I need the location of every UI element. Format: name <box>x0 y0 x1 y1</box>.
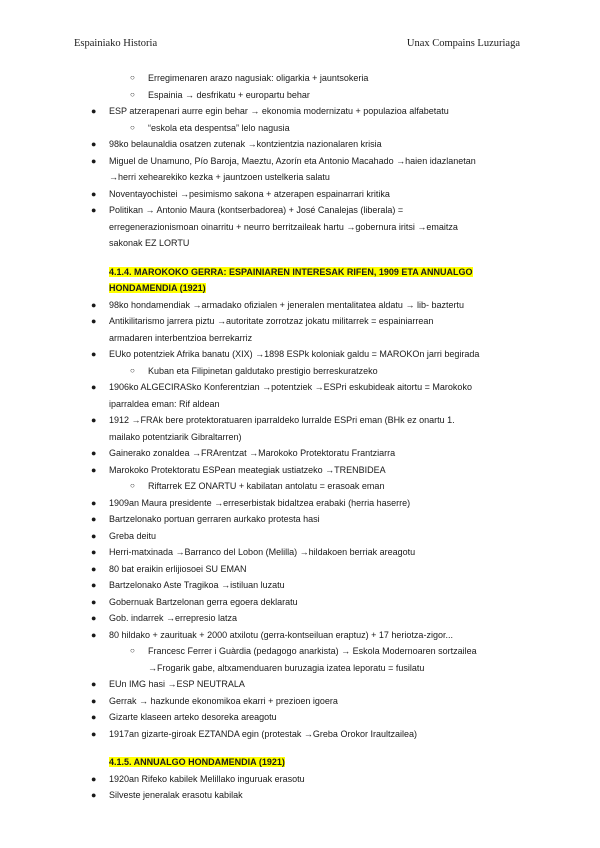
spacer <box>0 252 600 264</box>
list-item <box>0 787 600 804</box>
heading-line: HONDAMENDIA (1921) <box>109 283 206 293</box>
bullet-circle-icon: ○ <box>130 481 135 490</box>
list-item <box>0 412 600 429</box>
page-header <box>74 38 520 52</box>
bullet-disc-icon: ● <box>91 139 97 149</box>
list-item-continuation <box>0 169 600 186</box>
bullet-disc-icon: ● <box>91 448 97 458</box>
list-item <box>0 136 600 153</box>
bullet-disc-icon: ● <box>91 514 97 524</box>
bullet-disc-icon: ● <box>91 695 97 706</box>
bullet-disc-icon: ● <box>91 728 97 739</box>
list-item-text: Silveste jeneralak erasotu kabilak <box>109 790 243 800</box>
list-item <box>0 313 600 330</box>
section-moroccan-war <box>0 297 600 743</box>
list-item-text: Miguel de Unamuno, Pío Baroja, Maeztu, Azorín eta Antonio Macahado →haien idazlanetan <box>109 155 476 166</box>
bullet-circle-icon: ○ <box>130 89 135 99</box>
list-item-text: Marokoko Protektoratu ESPean meategiak ustiatzeko →TRENBIDEA <box>109 464 386 475</box>
bullet-circle-icon: ○ <box>130 365 135 375</box>
header-subject: Espainiako Historia <box>74 38 158 49</box>
heading-line: 4.1.5. ANNUALGO HONDAMENDIA (1921) <box>109 757 285 767</box>
bullet-disc-icon: ● <box>91 580 97 590</box>
bullet-disc-icon: ● <box>91 382 97 392</box>
list-item <box>0 297 600 314</box>
list-item-text: 1912 →FRAk bere protektoratuaren iparraldeko lurralde ESPri eman (BHk ez onartu 1. <box>109 415 455 425</box>
list-item <box>0 120 600 137</box>
list-item-text: Gizarte klaseen arteko desoreka areagotu <box>109 712 277 722</box>
bullet-disc-icon: ● <box>91 299 97 310</box>
bullet-disc-icon: ● <box>91 679 97 689</box>
bullet-disc-icon: ● <box>91 155 97 166</box>
bullet-circle-icon: ○ <box>130 73 135 82</box>
bullet-disc-icon: ● <box>91 712 97 722</box>
list-item-continuation <box>0 429 600 446</box>
list-item-continuation <box>0 235 600 252</box>
list-item-text: Riftarrek EZ ONARTU + kabilatan antolatu = erasoak eman <box>148 481 385 491</box>
list-item-text: 1917an gizarte-giroak EZTANDA egin (protestak →Greba Orokor Iraultzailea) <box>109 728 417 739</box>
list-item <box>0 87 600 104</box>
bullet-circle-icon: ○ <box>130 646 135 655</box>
list-item-text: →herri xehearekiko kezka + jauntzoen ustelkeria salatu <box>109 172 330 182</box>
list-item-text: 1909an Maura presidente →erreserbistak bidaltzea erabaki (herria haserre) <box>109 497 411 508</box>
list-item-text: Gobernuak Bartzelonan gerra egoera deklaratu <box>109 596 298 607</box>
list-item <box>0 511 600 528</box>
list-item <box>0 379 600 396</box>
list-item-text: Greba deitu <box>109 530 157 541</box>
bullet-disc-icon: ● <box>91 188 97 199</box>
list-item-text: 98ko belaunaldia osatzen zutenak →kontzientzia nazionalaren krisia <box>109 139 382 149</box>
list-item <box>0 478 600 495</box>
list-item-text: mailako potentziarik Gibraltarren) <box>109 431 242 442</box>
list-item-text: Bartzelonako Aste Tragikoa →istiluan luzatu <box>109 580 285 590</box>
list-item-text: Gerrak → hazkunde ekonomikoa ekarri + prezioen igoera <box>109 695 338 706</box>
list-item-continuation <box>0 660 600 677</box>
list-item-text: “eskola eta despentsa” lelo nagusia <box>148 122 290 133</box>
bullet-disc-icon: ● <box>91 790 97 800</box>
bullet-disc-icon: ● <box>91 316 97 326</box>
list-item-text: erregenerazionismoan oinarritu + neurro berritzaileak hartu →gobernura iritsi →emaitza <box>109 221 458 232</box>
list-item <box>0 495 600 512</box>
section-annual-disaster <box>0 771 600 804</box>
bullet-disc-icon: ● <box>91 629 97 640</box>
list-item-text: 80 hildako + zaurituak + 2000 atxilotu (gerra-kontseiluan eraptuz) + 17 heriotza-zigor... <box>109 629 453 640</box>
section-heading <box>0 264 600 281</box>
bullet-disc-icon: ● <box>91 497 97 508</box>
list-item <box>0 676 600 693</box>
list-item-continuation <box>0 330 600 347</box>
list-item-text: →Frogarik gabe, altxamenduaren buruzagia izatea leporatu = fusilatu <box>148 662 425 673</box>
bullet-disc-icon: ● <box>91 596 97 607</box>
list-item <box>0 153 600 170</box>
list-item <box>0 709 600 726</box>
list-item <box>0 346 600 363</box>
list-item-text: sakonak EZ LORTU <box>109 238 190 248</box>
list-item <box>0 544 600 561</box>
list-item <box>0 561 600 578</box>
list-item-text: Gainerako zonaldea →FRArentzat →Marokoko Protektoratu Frantziarra <box>109 448 396 458</box>
list-item-text: 1906ko ALGECIRASko Konferentzian →potentziek →ESPri eskubideak aitortu = Marokoko <box>109 382 472 392</box>
bullet-circle-icon: ○ <box>130 122 135 132</box>
list-item-text: Politikan → Antonio Maura (kontserbadorea) + José Canalejas (liberala) = <box>109 205 404 215</box>
document-body <box>0 70 600 804</box>
list-item-text: ESP atzerapenari aurre egin behar → ekonomia modernizatu + populazioa alfabetatu <box>109 106 449 116</box>
bullet-disc-icon: ● <box>91 773 97 784</box>
bullet-disc-icon: ● <box>91 613 97 623</box>
list-item-text: 1920an Rifeko kabilek Melillako inguruak erasotu <box>109 773 305 784</box>
bullet-disc-icon: ● <box>91 106 97 116</box>
list-item-text: Espainia → desfrikatu + europartu behar <box>148 89 310 100</box>
list-item <box>0 70 600 87</box>
list-item <box>0 643 600 660</box>
list-item-text: EUko potentziek Afrika banatu (XIX) →1898 ESPk koloniak galdu = MAROKOn jarri begirada <box>109 349 480 359</box>
list-item <box>0 462 600 479</box>
list-item-text: Bartzelonako portuan gerraren aurkako protesta hasi <box>109 514 320 524</box>
list-item-text: EUn IMG hasi →ESP NEUTRALA <box>109 679 245 689</box>
list-item-text: Antikilitarismo jarrera piztu →autoritate zorrotzaz jokatu militarrek = espainiarrean <box>109 316 434 326</box>
list-item <box>0 528 600 545</box>
section-regenerationism <box>0 70 600 252</box>
bullet-disc-icon: ● <box>91 530 97 541</box>
list-item-text: Gob. indarrek →errepresio latza <box>109 613 238 623</box>
bullet-disc-icon: ● <box>91 563 97 574</box>
list-item <box>0 610 600 627</box>
header-author: Unax Compains Luzuriaga <box>406 38 520 49</box>
section-heading <box>0 280 600 297</box>
list-item-text: 80 bat eraikin erlijiosoei SU EMAN <box>109 563 247 574</box>
list-item <box>0 771 600 788</box>
list-item-continuation <box>0 219 600 236</box>
list-item <box>0 594 600 611</box>
list-item-text: 98ko hondamendiak →armadako ofizialen + jeneralen mentalitatea aldatu → lib- baztertu <box>109 299 464 310</box>
list-item-text: armadaren interbentzioa berrekarriz <box>109 332 253 343</box>
heading-line: 4.1.4. MAROKOKO GERRA: ESPAINIAREN INTERESAK RIFEN, 1909 ETA ANNUALGO <box>109 266 473 277</box>
bullet-disc-icon: ● <box>91 415 97 425</box>
list-item <box>0 202 600 219</box>
section-heading <box>0 754 600 771</box>
list-item <box>0 103 600 120</box>
spacer <box>0 742 600 754</box>
list-item <box>0 363 600 380</box>
list-item-text: Erregimenaren arazo nagusiak: oligarkia + jauntsokeria <box>148 73 369 83</box>
list-item-text: Francesc Ferrer i Guàrdia (pedagogo anarkista) → Eskola Modernoaren sortzailea <box>148 646 477 656</box>
list-item <box>0 726 600 743</box>
bullet-disc-icon: ● <box>91 205 97 215</box>
list-item <box>0 186 600 203</box>
bullet-disc-icon: ● <box>91 547 97 557</box>
list-item <box>0 577 600 594</box>
list-item-text: Herri-matxinada →Barranco del Lobon (Melilla) →hildakoen berriak areagotu <box>109 547 416 557</box>
list-item-continuation <box>0 396 600 413</box>
list-item <box>0 627 600 644</box>
list-item-text: iparraldea eman: Rif aldean <box>109 398 220 409</box>
bullet-disc-icon: ● <box>91 464 97 475</box>
list-item-text: Kuban eta Filipinetan galdutako prestigio berreskuratzeko <box>148 365 378 376</box>
list-item <box>0 445 600 462</box>
list-item <box>0 693 600 710</box>
bullet-disc-icon: ● <box>91 349 97 359</box>
list-item-text: Noventayochistei →pesimismo sakona + atzerapen espainarrari kritika <box>109 188 390 199</box>
